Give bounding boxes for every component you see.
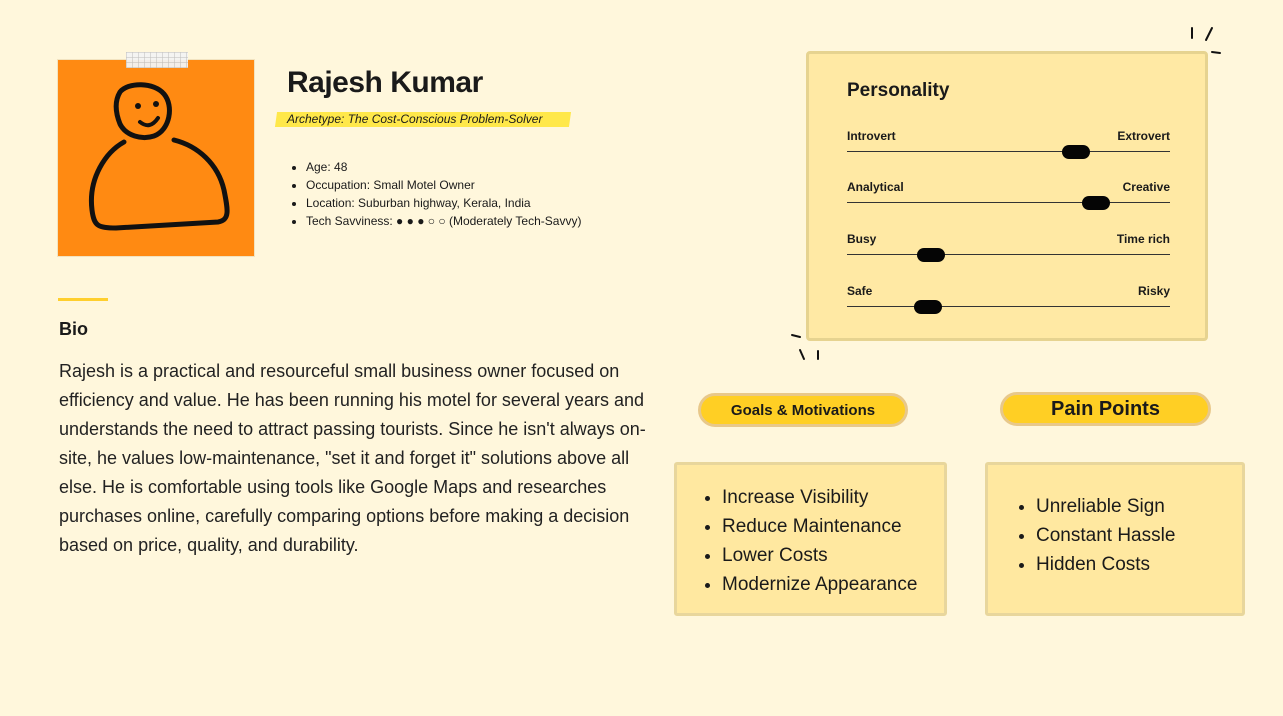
pain-points-heading-pill: Pain Points [1000, 392, 1211, 426]
trait-slider-knob[interactable] [914, 300, 942, 314]
trait-slider-knob[interactable] [1082, 196, 1110, 210]
list-item: • Lower Costs [722, 541, 944, 570]
list-item: • Increase Visibility [722, 483, 944, 512]
fact-location: • Location: Suburban highway, Kerala, India [306, 194, 581, 212]
list-item: • Constant Hassle [1036, 521, 1242, 550]
trait-analytical-creative [847, 180, 1170, 210]
goals-heading-pill: Goals & Motivations [698, 393, 908, 427]
trait-right-label: Time rich [1116, 232, 1170, 246]
sparkle-bottom-icon [786, 326, 831, 366]
pain-points-card [985, 462, 1245, 616]
person-sketch-icon [58, 60, 254, 256]
list-item: • Unreliable Sign [1036, 492, 1242, 521]
bio-divider [58, 298, 108, 301]
trait-track [847, 151, 1170, 152]
trait-busy-timerich [847, 232, 1170, 262]
trait-track [847, 254, 1170, 255]
trait-track [847, 202, 1170, 203]
bio-text: Rajesh is a practical and resourceful small business owner focused on efficiency and value. He has been running his motel for several years and understands the need to attract passing tourists. Since he isn't always on-site, he values low-maintenance, "set it and forget it" solutions above all else. He is comfortable using tools like Google Maps and researches purchases online, carefully comparing options before making a decision based on price, quality, and durability. [59, 361, 646, 555]
trait-slider-knob[interactable] [917, 248, 945, 262]
list-item: • Hidden Costs [1036, 550, 1242, 579]
fact-occupation: • Occupation: Small Motel Owner [306, 176, 581, 194]
list-item: • Modernize Appearance [722, 570, 944, 599]
pain-points-list [988, 465, 1242, 579]
trait-right-label: Creative [1122, 180, 1170, 194]
persona-archetype: Archetype: The Cost-Conscious Problem-Solver [287, 112, 543, 126]
goals-list [677, 465, 944, 599]
goals-card [674, 462, 947, 616]
sparkle-top-icon [1180, 22, 1230, 62]
trait-left-label: Introvert [847, 129, 896, 143]
trait-left-label: Busy [847, 232, 877, 246]
trait-right-label: Risky [1137, 284, 1170, 298]
fact-age: • Age: 48 [306, 158, 581, 176]
trait-introvert-extrovert [847, 129, 1170, 159]
bio-heading: Bio [59, 319, 88, 339]
tape-decoration [126, 52, 188, 68]
trait-left-label: Safe [847, 284, 873, 298]
trait-slider-knob[interactable] [1062, 145, 1090, 159]
persona-avatar [58, 60, 254, 256]
trait-safe-risky [847, 284, 1170, 314]
list-item: • Reduce Maintenance [722, 512, 944, 541]
persona-facts [290, 158, 581, 230]
trait-left-label: Analytical [847, 180, 904, 194]
trait-track [847, 306, 1170, 307]
fact-tech-savviness: • Tech Savviness: ● ● ● ○ ○ (Moderately Tech-Savvy) [306, 212, 581, 230]
personality-title: Personality [847, 80, 950, 101]
trait-right-label: Extrovert [1117, 129, 1170, 143]
persona-name: Rajesh Kumar [287, 66, 483, 99]
